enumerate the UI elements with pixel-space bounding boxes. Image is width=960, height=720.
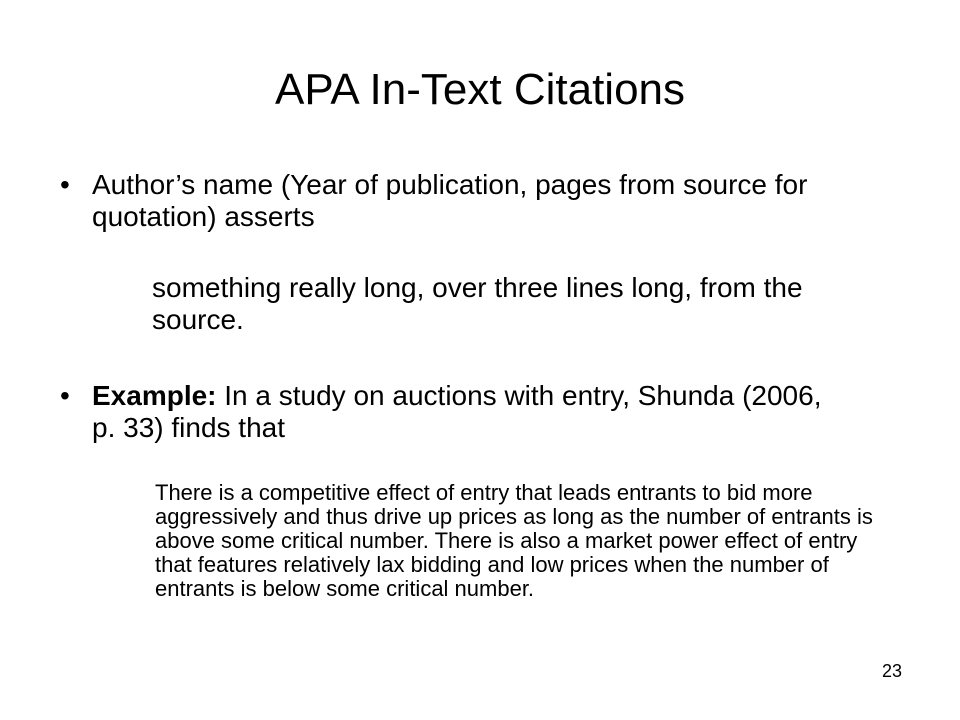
indented-paragraph: something really long, over three lines long, from the source. xyxy=(152,272,803,335)
bullet-text: In a study on auctions with entry, Shunda (2006, p. 33) finds that xyxy=(92,380,822,443)
bullet-text: Author’s name (Year of publication, pages from source for quotation) asserts xyxy=(92,169,808,232)
block-quote: There is a competitive effect of entry that leads entrants to bid more aggressively and thus drive up prices as long as the number of entrants is above some critical number. There is also a market power effect of entry that features relatively lax bidding and low prices when the number of entrants is below some critical number. xyxy=(155,480,873,601)
bullet-item-example xyxy=(60,380,850,444)
bullet-marker: • xyxy=(60,380,70,411)
bullet-marker: • xyxy=(60,169,70,200)
slide-title: APA In-Text Citations xyxy=(274,65,686,114)
bullet-item-author-format xyxy=(60,169,850,233)
bullet-text-container xyxy=(92,380,850,444)
bullet-lead-label: Example: xyxy=(92,380,217,411)
page-number: 23 xyxy=(881,661,902,681)
